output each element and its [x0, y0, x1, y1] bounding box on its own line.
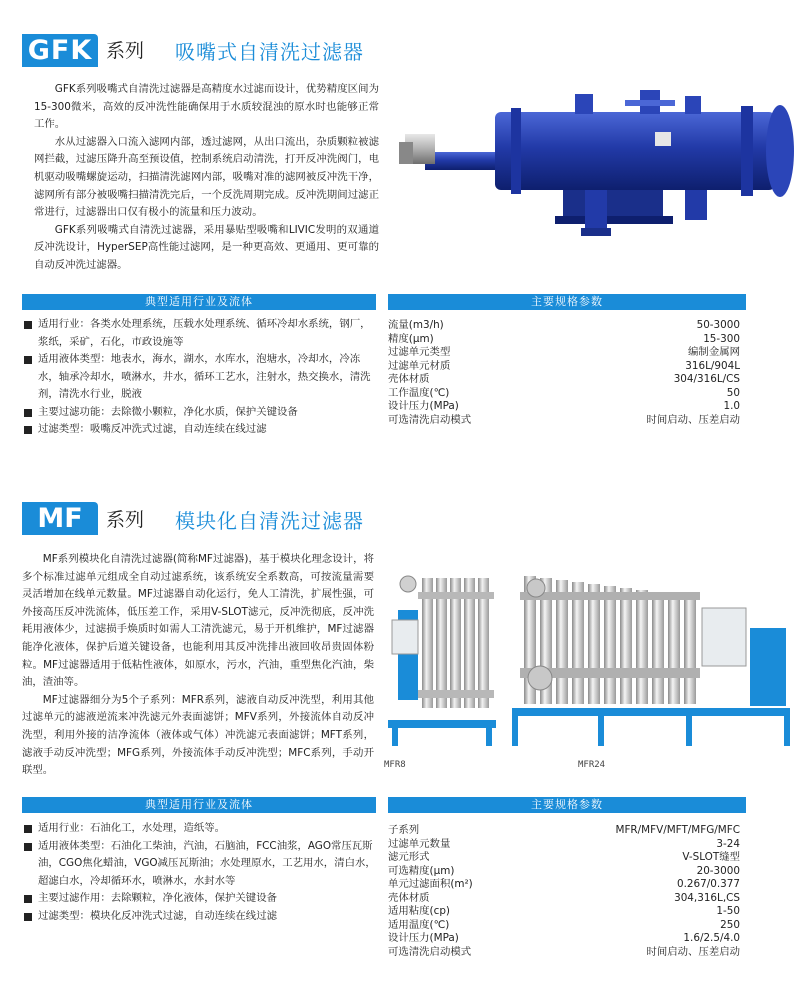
mf-industry-header: 典型适用行业及流体	[22, 797, 376, 813]
mf-spec-row: 可选清洗启动模式 时间启动、压差启动	[388, 945, 740, 958]
mf-spec-row: 适用温度(℃) 250	[388, 918, 740, 931]
gfk-spec-row: 精度(μm) 15-300	[388, 332, 740, 345]
gfk-industry-item: 适用行业：各类水处理系统，压载水处理系统、循环冷却水系统，钢厂，浆纸，采矿，石化，市政设施等	[22, 316, 376, 351]
gfk-series-label: 系列	[106, 40, 145, 62]
mf-spec-row: 单元过滤面积(m²) 0.267/0.377	[388, 878, 740, 890]
gfk-industry-item: 主要过滤功能：去除微小颗粒，净化水质，保护关键设备	[22, 404, 376, 422]
gfk-filter-image	[385, 82, 795, 257]
gfk-intro-p1: GFK系列吸嘴式自清洗过滤器是高精度水过滤而设计，优势精度区间为15-300微米，高效的反冲洗性能确保用于水质较混浊的原水时也能够正常工作。	[34, 83, 379, 131]
gfk-spec-row: 过滤单元类型 编制金属网	[388, 346, 740, 358]
gfk-spec-table	[388, 319, 740, 427]
gfk-spec-header: 主要规格参数	[388, 294, 746, 310]
mf-spec-row: 壳体材质 304,316L,CS	[388, 891, 740, 904]
mf-spec-row: 设计压力(MPa) 1.6/2.5/4.0	[388, 932, 740, 944]
gfk-intro-p3: GFK系列吸嘴式自清洗过滤器，采用暴贴型吸嘴和LIVIC发明的双通道反冲洗设计，HyperSEP高性能过滤网，是一种更高效、更通用、更可靠的自动反冲洗过滤器。	[34, 223, 379, 271]
gfk-spec-row: 流量(m3/h) 50-3000	[388, 319, 740, 331]
mf-spec-row: 子系列 MFR/MFV/MFT/MFG/MFC	[388, 824, 740, 836]
gfk-spec-row: 设计压力(MPa) 1.0	[388, 400, 740, 412]
gfk-intro	[34, 81, 379, 275]
gfk-spec-row: 壳体材质 304/316L/CS	[388, 373, 740, 385]
mf-industry-item: 适用液体类型：石油化工柴油，汽油，石脑油，FCC油浆，AGO常压瓦斯油，CGO焦化蜡油，VGO减压瓦斯油；水处理原水，工艺用水，清白水，超滤白水，冷却循环水，喷淋水，水封水等	[22, 838, 376, 891]
mf-industry-list	[22, 820, 376, 925]
mf-spec-row: 可选精度(μm) 20-3000	[388, 864, 740, 877]
mf-intro-p1: MF系列模块化自清洗过滤器(简称MF过滤器)，基于模块化理念设计，将多个标准过滤单元组成全自动过滤系统，该系统安全系数高，可按流量需要灵活增加在线单元数量。MF过滤器自动化运行，免人工清洗，扩展性强，可外接高压反冲洗流体，低压差工作，采用V-SLOT滤元，反冲洗彻底，反冲洗耗用液体少，过滤损手焕质时如需人工清洗滤元，易于开机维护，MF过滤器能净化液体，保护后道关键设备，也能利用其反冲洗排出液回收昂贵固体粉粒。MF过滤器适用于低粘性液体，如原水，污水，汽油，重型焦化汽油，柴油，渣油等。	[22, 553, 374, 689]
gfk-industry-item: 过滤类型：吸嘴反冲洗式过滤，自动连续在线过滤	[22, 421, 376, 439]
mf-subtitle: 模块化自清洗过滤器	[175, 509, 364, 533]
mf-spec-row: 过滤单元数量 3-24	[388, 837, 740, 850]
gfk-subtitle: 吸嘴式自清洗过滤器	[175, 40, 364, 64]
gfk-industry-item: 适用液体类型：地表水，海水，湖水，水库水，泡塘水，冷却水，冷冻水，轴承冷却水，喷淋水，井水，循环工艺水，注射水，热交换水，清洗剂，清洗水行业，脱液	[22, 351, 376, 404]
gfk-logo: GFK	[22, 34, 98, 67]
gfk-spec-row: 可选清洗启动模式 时间启动、压差启动	[388, 413, 740, 426]
mf-spec-table	[388, 824, 740, 959]
mf-series-label: 系列	[106, 509, 145, 531]
mf-industry-item: 主要过滤作用：去除颗粒，净化液体，保护关键设备	[22, 890, 376, 908]
gfk-spec-row: 工作温度(℃) 50	[388, 386, 740, 399]
gfk-industry-list	[22, 316, 376, 439]
mfr24-filter-image	[506, 568, 796, 758]
mf-spec-row: 适用粘度(cp) 1-50	[388, 905, 740, 917]
gfk-intro-p2: 水从过滤器入口流入滤网内部，透过滤网，从出口流出，杂质颗粒被滤网拦截，过滤压降升高至预设值，控制系统启动清洗，打开反冲洗阀门，电机驱动吸嘴螺旋运动，扫描清洗滤网内部，吸嘴对准的滤网被反冲洗干净，滤网所有部分被吸嘴扫描清洗完后，一个反洗周期完成。反冲洗期间过滤正常进行，过滤器出口仅有极小的流量和压力波动。	[34, 135, 379, 219]
gfk-industry-header: 典型适用行业及流体	[22, 294, 376, 310]
mf-logo: MF	[22, 502, 98, 535]
mf-spec-header: 主要规格参数	[388, 797, 746, 813]
mfr8-filter-image	[384, 570, 500, 750]
mf-spec-row: 滤元形式 V-SLOT缝型	[388, 851, 740, 863]
mf-industry-item: 适用行业：石油化工，水处理，造纸等。	[22, 820, 376, 838]
mfr24-caption: MFR24	[578, 760, 606, 770]
mfr8-caption: MFR8	[384, 760, 406, 770]
mf-intro	[22, 551, 374, 780]
mf-industry-item: 过滤类型：模块化反冲洗式过滤，自动连续在线过滤	[22, 908, 376, 926]
mf-intro-p2: MF过滤器细分为5个子系列：MFR系列，滤液自动反冲洗型，利用其他过滤单元的滤液逆流来冲洗滤元外表面滤饼；MFV系列，外接流体自动反冲洗型，利用外接的洁净流体（液体或气体）冲洗滤元表面滤饼；MFT系列，滤液手动反冲洗型；MFG系列，外接流体手动反冲洗型；MFC系列，手动开联型。	[22, 693, 374, 777]
gfk-spec-row: 过滤单元材质 316L/904L	[388, 359, 740, 372]
